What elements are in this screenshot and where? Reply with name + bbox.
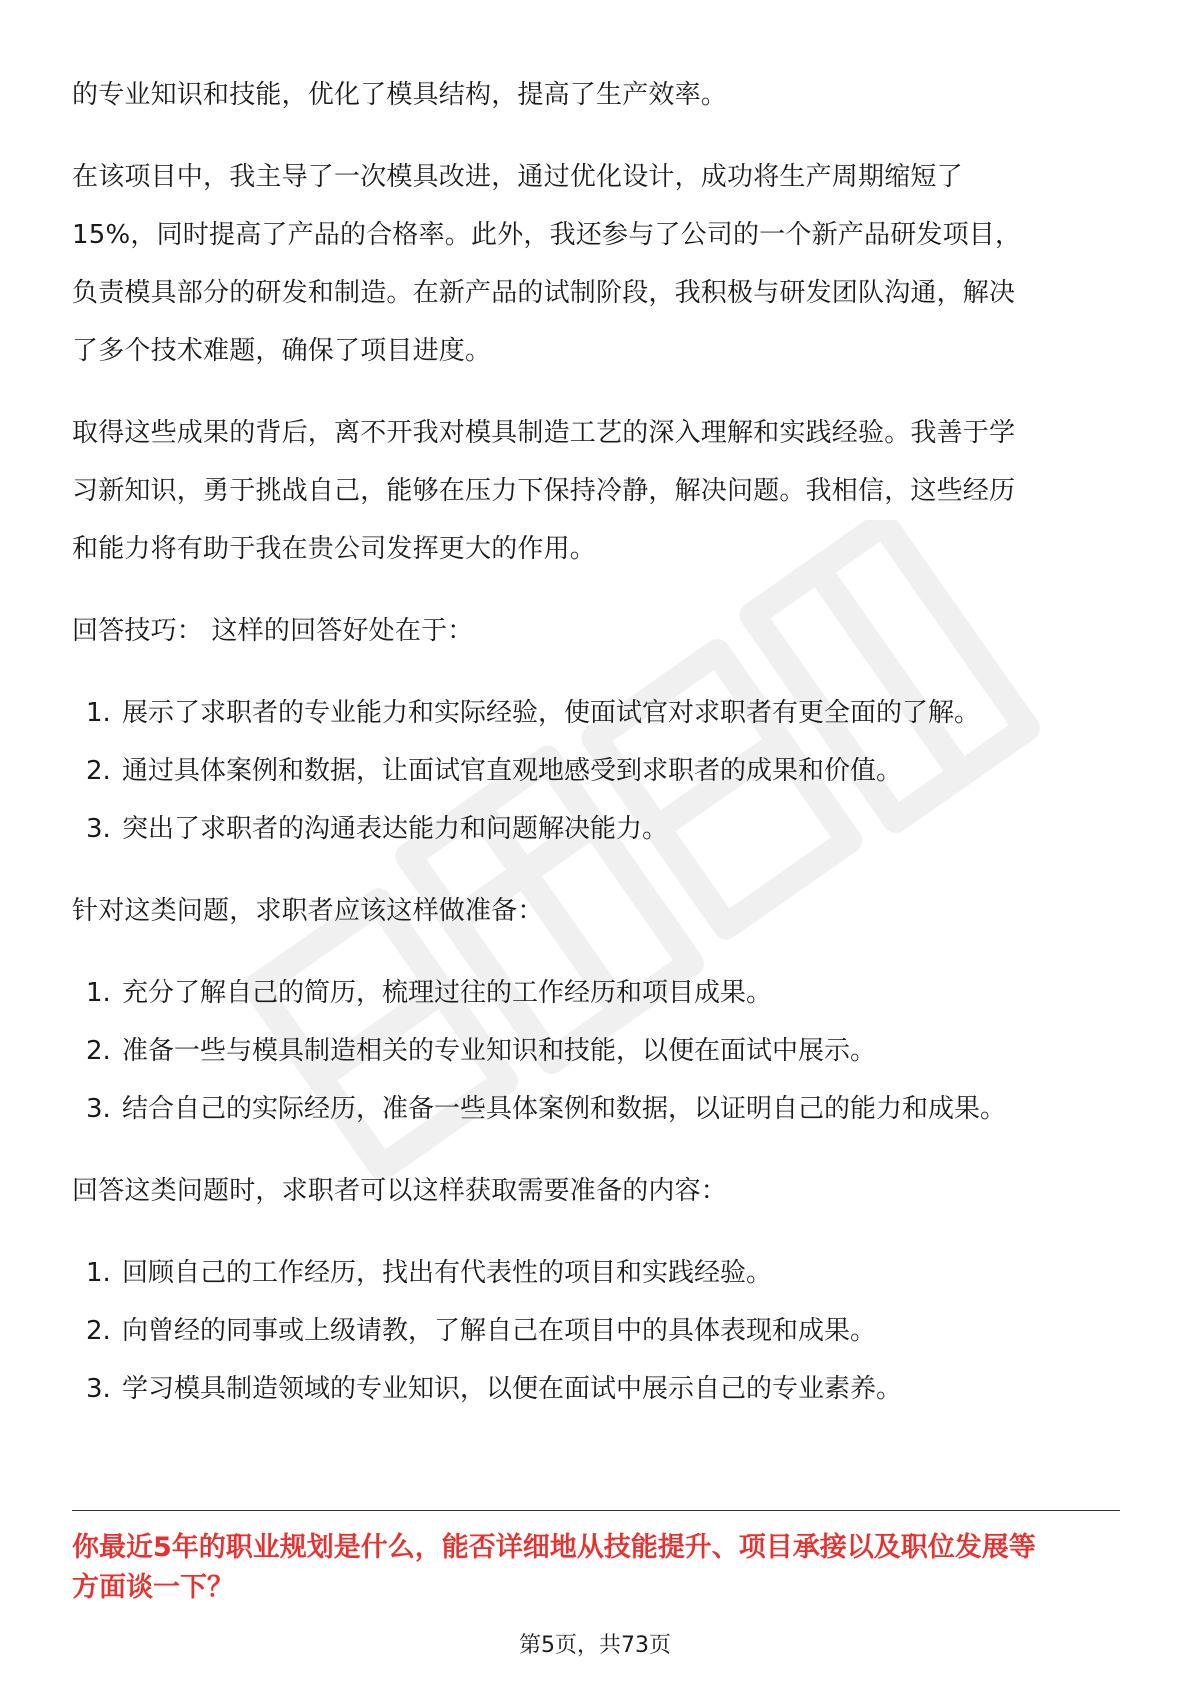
tips-list xyxy=(72,684,1122,858)
gather-list xyxy=(72,1244,1122,1418)
section-divider xyxy=(72,1510,1120,1511)
list-item-text: 展示了求职者的专业能力和实际经验，使面试官对求职者有更全面的了解。 xyxy=(122,698,981,728)
list-item xyxy=(72,1022,1122,1080)
list-item-text: 突出了求职者的沟通表达能力和问题解决能力。 xyxy=(122,814,669,844)
paragraph-line: 了多个技术难题，确保了项目进度。 xyxy=(72,336,492,366)
list-item-text: 向曾经的同事或上级请教，了解自己在项目中的具体表现和成果。 xyxy=(122,1316,877,1346)
list-item xyxy=(72,1302,1122,1360)
tips-heading: 回答技巧： 这样的回答好处在于： xyxy=(72,616,474,646)
list-number: 3. xyxy=(86,814,111,844)
paragraph-line: 负责模具部分的研发和制造。在新产品的试制阶段，我积极与研发团队沟通，解决 xyxy=(72,278,1016,308)
list-item-text: 通过具体案例和数据，让面试官直观地感受到求职者的成果和价值。 xyxy=(122,756,903,786)
list-item xyxy=(72,1080,1122,1138)
paragraph-line: 在该项目中，我主导了一次模具改进，通过优化设计，成功将生产周期缩短了 xyxy=(72,162,963,192)
paragraph-line: 和能力将有助于我在贵公司发挥更大的作用。 xyxy=(72,534,597,564)
list-item-text: 学习模具制造领域的专业知识，以便在面试中展示自己的专业素养。 xyxy=(122,1374,903,1404)
list-item-text: 回顾自己的工作经历，找出有代表性的项目和实践经验。 xyxy=(122,1258,773,1288)
list-number: 1. xyxy=(86,698,111,728)
list-number: 2. xyxy=(86,1036,111,1066)
list-item xyxy=(72,964,1122,1022)
gather-heading: 回答这类问题时，求职者可以这样获取需要准备的内容： xyxy=(72,1176,728,1206)
list-item-text: 充分了解自己的简历，梳理过往的工作经历和项目成果。 xyxy=(122,978,773,1008)
list-item xyxy=(72,742,1122,800)
list-number: 1. xyxy=(86,1258,111,1288)
paragraph-line: 的专业知识和技能，优化了模具结构，提高了生产效率。 xyxy=(72,80,728,110)
list-number: 1. xyxy=(86,978,111,1008)
content-body xyxy=(72,66,1122,1418)
list-item xyxy=(72,1244,1122,1302)
paragraph-line: 习新知识，勇于挑战自己，能够在压力下保持冷静，解决问题。我相信，这些经历 xyxy=(72,476,1016,506)
paragraph-line: 取得这些成果的背后，离不开我对模具制造工艺的深入理解和实践经验。我善于学 xyxy=(72,418,1016,448)
question-line: 方面谈一下？ xyxy=(72,1572,234,1603)
list-number: 3. xyxy=(86,1374,111,1404)
prep-list xyxy=(72,964,1122,1138)
next-question-heading xyxy=(72,1528,1122,1608)
page-number: 第5页，共73页 xyxy=(519,1633,671,1658)
list-number: 2. xyxy=(86,1316,111,1346)
list-number: 2. xyxy=(86,756,111,786)
list-item-text: 结合自己的实际经历，准备一些具体案例和数据，以证明自己的能力和成果。 xyxy=(122,1094,1007,1124)
list-item xyxy=(72,800,1122,858)
list-number: 3. xyxy=(86,1094,111,1124)
question-line: 你最近5年的职业规划是什么，能否详细地从技能提升、项目承接以及职位发展等 xyxy=(72,1532,1036,1563)
list-item-text: 准备一些与模具制造相关的专业知识和技能，以便在面试中展示。 xyxy=(122,1036,877,1066)
prep-heading: 针对这类问题，求职者应该这样做准备： xyxy=(72,896,544,926)
paragraph-line: 15%，同时提高了产品的合格率。此外，我还参与了公司的一个新产品研发项目， xyxy=(72,220,1022,250)
list-item xyxy=(72,1360,1122,1418)
list-item xyxy=(72,684,1122,742)
